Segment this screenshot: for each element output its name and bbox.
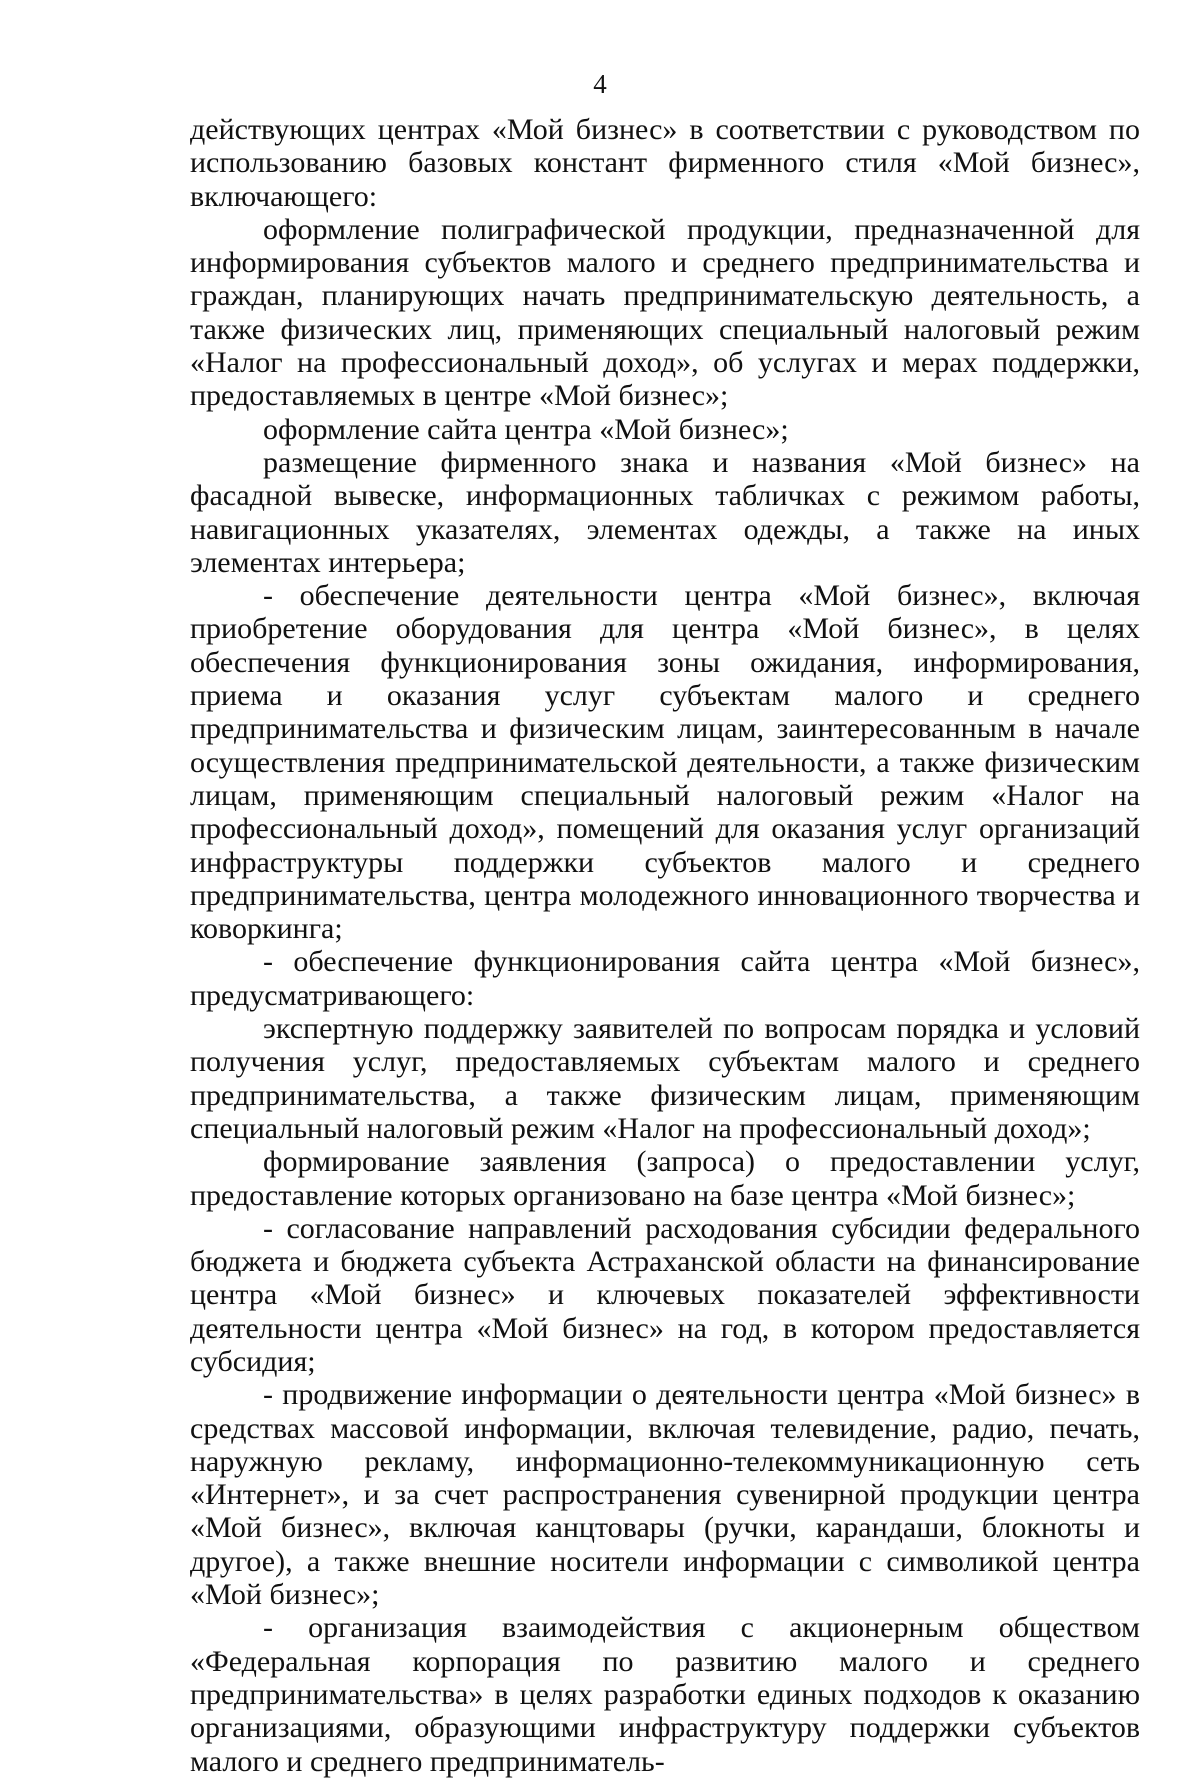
paragraph-subsidy-coordination: - согласование направлений расходования субсидии федерального бюджета и бюджета субъекта Астраханской области на финансирование центра «Мой бизнес» и ключевых показателей эффективности деятельности центра «Мой бизнес» на год, в котором предоставляется субсидия;: [190, 1211, 1140, 1378]
paragraph-printed-products: оформление полиграфической продукции, предназначенной для информирования субъектов малого и среднего предпринимательства и граждан, планирующих начать предпринимательскую деятельность, а также физических лиц, применяющих специальный налоговый режим «Налог на профессиональный доход», об услугах и мерах поддержки, предоставляемых в центре «Мой бизнес»;: [190, 212, 1140, 413]
paragraph-expert-support: экспертную поддержку заявителей по вопросам порядка и условий получения услуг, предоставляемых субъектам малого и среднего предпринимательства, а также физическим лицам, применяющим специальный налоговый режим «Налог на профессиональный доход»;: [190, 1012, 1140, 1145]
paragraph-center-operations: - обеспечение деятельности центра «Мой бизнес», включая приобретение оборудования для центра «Мой бизнес», в целях обеспечения функционирования зоны ожидания, информирования, приема и оказания услуг субъектам малого и среднего предпринимательства и физическим лицам, заинтересованным в начале осуществления предпринимательской деятельности, а также физическим лицам, применяющим специальный налоговый режим «Налог на профессиональный доход», помещений для оказания услуг организаций инфраструктуры поддержки субъектов малого и среднего предпринимательства, центра молодежного инновационного творчества и коворкинга;: [190, 579, 1140, 946]
paragraph-corporation-interaction: - организация взаимодействия с акционерным обществом «Федеральная корпорация по развитию малого и среднего предпринимательства» в целях разработки единых подходов к оказанию организациями, образующими инфраструктуру поддержки субъектов малого и среднего предприниматель-: [190, 1611, 1140, 1778]
paragraph-website-functioning: - обеспечение функционирования сайта центра «Мой бизнес», предусматривающего:: [190, 945, 1140, 1012]
paragraph-application-forming: формирование заявления (запроса) о предоставлении услуг, предоставление которых организовано на базе центра «Мой бизнес»;: [190, 1145, 1140, 1212]
document-body: [190, 113, 1140, 1778]
page-number: 4: [593, 69, 607, 99]
paragraph-signage: размещение фирменного знака и названия «Мой бизнес» на фасадной вывеске, информационных табличках с режимом работы, навигационных указателях, элементах одежды, а также на иных элементах интерьера;: [190, 445, 1140, 579]
paragraph-website-design: оформление сайта центра «Мой бизнес»;: [263, 412, 789, 446]
paragraph-promotion: - продвижение информации о деятельности центра «Мой бизнес» в средствах массовой информации, включая телевидение, радио, печать, наружную рекламу, информационно-телекоммуникационную сеть «Интернет», и за счет распространения сувенирной продукции центра «Мой бизнес», включая канцтовары (ручки, карандаши, блокноты и другое), а также внешние носители информации с символикой центра «Мой бизнес»;: [190, 1378, 1140, 1612]
paragraph-continuation: действующих центрах «Мой бизнес» в соответствии с руководством по использованию базовых констант фирменного стиля «Мой бизнес», включающего:: [190, 113, 1140, 213]
